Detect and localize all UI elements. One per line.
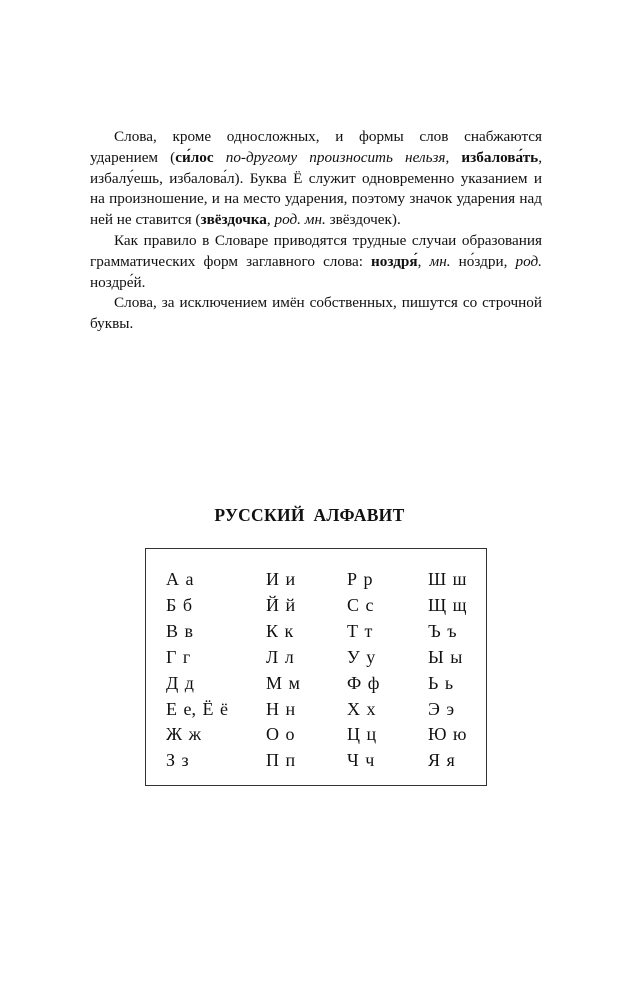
grammar-abbrev: род. мн. <box>274 211 326 229</box>
letter-pair: Ъ ъ <box>428 620 457 641</box>
grammar-abbrev: мн. <box>429 252 451 270</box>
letter-pair: Ы ы <box>428 646 463 667</box>
alphabet-title: РУССКИЙ АЛФАВИТ <box>214 505 405 525</box>
text-run: Слова, кроме односложных, и формы слов снабжаются ударением ( <box>90 128 542 166</box>
alphabet-column-3 <box>347 567 379 774</box>
text-run: , <box>417 252 430 270</box>
paragraph-grammar-forms <box>90 231 542 293</box>
alphabet-column-2 <box>266 567 300 774</box>
letter-pair: Ь ь <box>428 672 454 693</box>
example-headword: си́лос <box>175 148 214 166</box>
grammar-abbrev: род. <box>515 252 542 270</box>
example-headword: звёздочка <box>200 211 267 229</box>
letter-pair: Ю ю <box>428 724 467 745</box>
letter-pair: Я я <box>428 750 455 771</box>
letter-pair: Д д <box>166 672 194 693</box>
usage-note: по-другому произносить нельзя <box>225 148 446 166</box>
letter-pair: Н н <box>266 698 296 719</box>
text-run: звёздочек). <box>325 211 401 229</box>
example-headword: ноздря́ <box>371 252 418 270</box>
letter-pair: С с <box>347 594 374 615</box>
letter-pair: К к <box>266 620 294 641</box>
alphabet-table <box>145 548 487 786</box>
letter-pair: Э э <box>428 698 455 719</box>
letter-pair: Х х <box>347 698 376 719</box>
letter-pair: Т т <box>347 620 373 641</box>
paragraph-lowercase: Слова, за исключением имён собственных, пишутся со строчной буквы. <box>90 294 542 333</box>
alphabet-column-4 <box>428 567 467 774</box>
letter-pair: Й й <box>266 594 296 615</box>
intro-text <box>90 127 542 335</box>
letter-pair: З з <box>166 750 189 771</box>
letter-pair: О о <box>266 724 295 745</box>
letter-pair: Р р <box>347 569 373 589</box>
letter-pair: Е е, Ё ё <box>166 698 228 719</box>
text-run: Как правило в Словаре приводятся трудные случаи образования грамматических форм заглавного слова: <box>90 231 542 270</box>
letter-pair: Ч ч <box>347 750 375 771</box>
text-run: ноздре́й. <box>90 273 146 291</box>
letter-pair: У у <box>347 646 376 667</box>
letter-pair: Ш ш <box>428 569 467 589</box>
letter-pair: Г г <box>166 646 191 667</box>
letter-pair: П п <box>266 750 296 771</box>
letter-pair: Ц ц <box>347 724 377 745</box>
paragraph-stress <box>90 127 542 231</box>
letter-pair: Ж ж <box>166 724 202 745</box>
letter-pair: И и <box>266 569 296 589</box>
alphabet-column-1 <box>166 567 228 774</box>
letter-pair: Ф ф <box>347 672 380 693</box>
letter-pair: В в <box>166 620 194 641</box>
text-run: , <box>266 211 275 229</box>
letter-pair: Б б <box>166 594 192 615</box>
text-run: но́здри, <box>450 252 516 270</box>
letter-pair: А а <box>166 569 194 589</box>
letter-pair: М м <box>266 672 300 693</box>
text-run: , избалу́ешь, избалова́л). Буква Ё служит одновременно указанием и на произношение, и на место ударения, поэтому значок ударения над ней не ставится ( <box>90 148 542 229</box>
example-headword: избалова́ть <box>461 148 539 166</box>
letter-pair: Щ щ <box>428 594 467 615</box>
text-run: , <box>445 148 462 166</box>
letter-pair: Л л <box>266 646 294 667</box>
